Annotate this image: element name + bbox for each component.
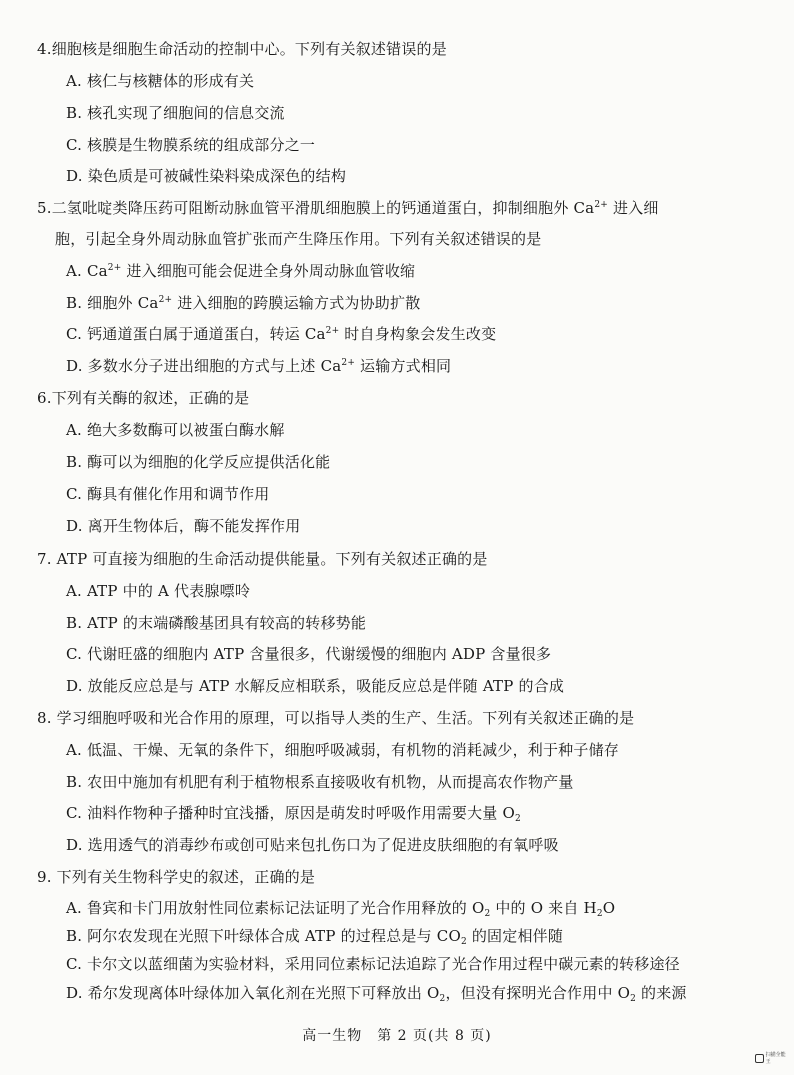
question-5-option-d: D. 多数水分子进出细胞的方式与上述 $Ca^{2+}$ 运输方式相同 <box>66 357 452 375</box>
question-5-option-b: B. 细胞外 $Ca^{2+}$ 进入细胞的跨膜运输方式为协助扩散 <box>66 294 421 312</box>
question-5-stem-line1: 5.二氢吡啶类降压药可阻断动脉血管平滑肌细胞膜上的钙通道蛋白，抑制细胞外 $Ca^{2+}$ 进入细 <box>37 199 659 217</box>
scanner-logo-text: 扫描全能王 <box>765 1052 786 1065</box>
scanner-logo-icon <box>755 1054 764 1063</box>
question-9-option-d: D. 希尔发现离体叶绿体加入氧化剂在光照下可释放出 $O_2$，但没有探明光合作用中 $O_2$ 的来源 <box>66 984 687 1004</box>
question-8-option-a: A. 低温、干燥、无氧的条件下，细胞呼吸减弱，有机物的消耗减少，利于种子储存 <box>66 741 619 759</box>
question-9-option-a: A. 鲁宾和卡门用放射性同位素标记法证明了光合作用释放的 $O_2$ 中的 O 来自 $H_2O$ <box>66 899 616 919</box>
question-7-option-d: D. 放能反应总是与 ATP 水解反应相联系，吸能反应总是伴随 ATP 的合成 <box>66 677 565 695</box>
question-6-option-c: C. 酶具有催化作用和调节作用 <box>66 485 270 503</box>
question-8-option-b: B. 农田中施加有机肥有利于植物根系直接吸收有机物，从而提高农作物产量 <box>66 773 574 791</box>
question-6-option-d: D. 离开生物体后，酶不能发挥作用 <box>66 517 301 535</box>
question-8-option-c: C. 油料作物种子播种时宜浅播，原因是萌发时呼吸作用需要大量 $O_2$ <box>66 804 521 824</box>
question-6-option-b: B. 酶可以为细胞的化学反应提供活化能 <box>66 453 331 471</box>
question-9-option-b: B. 阿尔农发现在光照下叶绿体合成 ATP 的过程总是与 $CO_2$ 的固定相伴随 <box>66 927 564 947</box>
page-footer: 高一生物 第 2 页(共 8 页) <box>302 1028 492 1044</box>
question-5-option-c: C. 钙通道蛋白属于通道蛋白，转运 $Ca^{2+}$ 时自身构象会发生改变 <box>66 325 497 343</box>
question-5-option-a: A. $Ca^{2+}$ 进入细胞可能会促进全身外周动脉血管收缩 <box>66 262 416 280</box>
question-8-stem: 8. 学习细胞呼吸和光合作用的原理，可以指导人类的生产、生活。下列有关叙述正确的是 <box>37 709 635 727</box>
question-4-option-c: C. 核膜是生物膜系统的组成部分之一 <box>66 136 316 154</box>
scanner-logo <box>755 1052 789 1064</box>
question-6-option-a: A. 绝大多数酶可以被蛋白酶水解 <box>66 421 285 439</box>
question-8-option-d: D. 选用透气的消毒纱布或创可贴来包扎伤口为了促进皮肤细胞的有氧呼吸 <box>66 836 559 854</box>
question-9-stem: 9. 下列有关生物科学史的叙述，正确的是 <box>37 868 316 886</box>
question-7-stem: 7. ATP 可直接为细胞的生命活动提供能量。下列有关叙述正确的是 <box>37 550 488 568</box>
question-4-option-a: A. 核仁与核糖体的形成有关 <box>66 72 255 90</box>
question-5-stem-line2: 胞，引起全身外周动脉血管扩张而产生降压作用。下列有关叙述错误的是 <box>55 230 542 248</box>
question-4-stem: 4.细胞核是细胞生命活动的控制中心。下列有关叙述错误的是 <box>37 40 447 58</box>
question-6-stem: 6.下列有关酶的叙述，正确的是 <box>37 389 250 407</box>
question-7-option-a: A. ATP 中的 A 代表腺嘌呤 <box>66 582 251 600</box>
question-9-option-c: C. 卡尔文以蓝细菌为实验材料，采用同位素标记法追踪了光合作用过程中碳元素的转移途径 <box>66 955 680 973</box>
question-4-option-b: B. 核孔实现了细胞间的信息交流 <box>66 104 285 122</box>
question-7-option-c: C. 代谢旺盛的细胞内 ATP 含量很多，代谢缓慢的细胞内 ADP 含量很多 <box>66 645 552 663</box>
question-4-option-d: D. 染色质是可被碱性染料染成深色的结构 <box>66 167 347 185</box>
question-7-option-b: B. ATP 的末端磷酸基团具有较高的转移势能 <box>66 614 367 632</box>
